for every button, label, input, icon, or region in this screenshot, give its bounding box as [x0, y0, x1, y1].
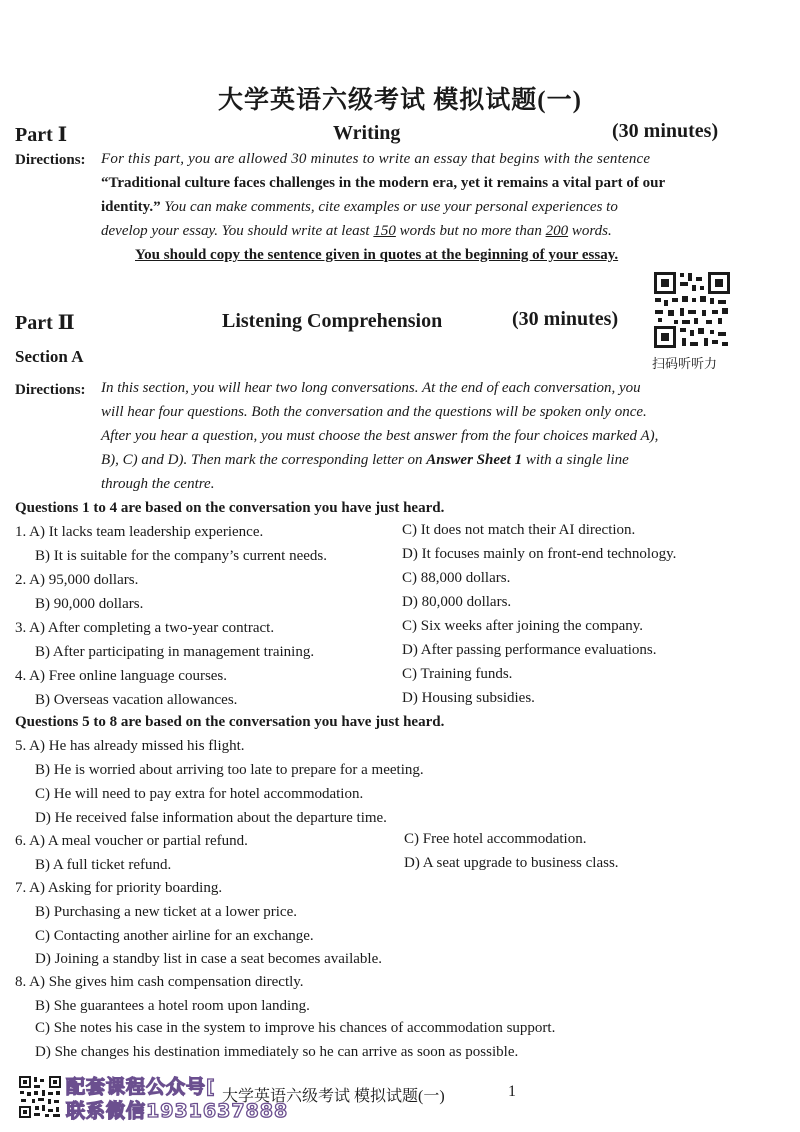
q4-option-c: C) Training funds.	[402, 666, 513, 682]
part2-dir-line-4-b: with a single line	[522, 452, 629, 468]
word-limit-mid: words but no more than	[395, 223, 546, 239]
q1-option-d: D) It focuses mainly on front-end technology.	[402, 546, 677, 562]
q1-option-c: C) It does not match their AI direction.	[402, 522, 636, 538]
q8-option-b: B) She guarantees a hotel room upon landing.	[35, 998, 310, 1014]
q6-option-a: 6. A) A meal voucher or partial refund.	[15, 833, 248, 849]
q5-option-c: C) He will need to pay extra for hotel accommodation.	[35, 786, 364, 802]
q6-option-c: C) Free hotel accommodation.	[404, 831, 587, 847]
q8-option-a: 8. A) She gives him cash compensation directly.	[15, 974, 304, 990]
part2-name: Listening Comprehension	[222, 310, 443, 332]
part2-dir-line-2: will hear four questions. Both the conversation and the questions will be spoken only once.	[101, 404, 647, 420]
q8-option-d: D) She changes his destination immediately so he can arrive as soon as possible.	[35, 1044, 519, 1060]
q4-option-a: 4. A) Free online language courses.	[15, 668, 228, 684]
page-number: 1	[508, 1083, 516, 1100]
part1-label: Part Ⅰ	[15, 124, 68, 146]
min-words: 150	[373, 223, 396, 239]
q2-option-a: 2. A) 95,000 dollars.	[15, 572, 139, 588]
part2-time: (30 minutes)	[512, 308, 619, 330]
question-group-2: Questions 5 to 8 are based on the conversation you have just heard.	[15, 714, 445, 730]
footer-banner-line1: 配套课程公众号[	[66, 1076, 216, 1098]
q7-option-c: C) Contacting another airline for an exchange.	[35, 928, 314, 944]
q4-option-d: D) Housing subsidies.	[402, 690, 535, 706]
part1-dir-line-1: For this part, you are allowed 30 minutes to write an essay that begins with the sentence	[101, 151, 651, 167]
q5-option-d: D) He received false information about the departure time.	[35, 810, 387, 826]
q8-option-c: C) She notes his case in the system to improve his chances of accommodation support.	[35, 1020, 556, 1036]
q7-option-a: 7. A) Asking for priority boarding.	[15, 880, 223, 896]
max-words: 200	[545, 223, 569, 239]
part1-name: Writing	[333, 122, 401, 144]
q6-option-b: B) A full ticket refund.	[35, 857, 172, 873]
part1-dir-line-4	[101, 223, 612, 240]
q3-option-d: D) After passing performance evaluations.	[402, 642, 657, 658]
question-group-1: Questions 1 to 4 are based on the conversation you have just heard.	[15, 500, 445, 516]
part1-dir-line-3	[101, 199, 618, 216]
q3-option-c: C) Six weeks after joining the company.	[402, 618, 644, 634]
copy-instruction: You should copy the sentence given in quotes at the beginning of your essay.	[135, 247, 619, 263]
q5-option-b: B) He is worried about arriving too late to prepare for a meeting.	[35, 762, 424, 778]
q7-option-d: D) Joining a standby list in case a seat becomes available.	[35, 951, 382, 967]
word-limit-text: develop your essay. You should write at least	[101, 223, 374, 239]
part1-dir-line-2: “Traditional culture faces challenges in the modern era, yet it remains a vital part of our	[101, 175, 666, 191]
scan-label: 扫码听听力	[652, 357, 718, 372]
q7-option-b: B) Purchasing a new ticket at a lower price.	[35, 904, 297, 920]
section-a-heading: Section A	[15, 347, 84, 366]
q1-option-b: B) It is suitable for the company’s current needs.	[35, 548, 328, 564]
part2-dir-line-4-a: B), C) and D). Then mark the corresponding letter on	[101, 452, 427, 468]
part2-directions-label: Directions:	[15, 382, 86, 398]
q2-option-c: C) 88,000 dollars.	[402, 570, 511, 586]
footer-title: 大学英语六级考试 模拟试题(一)	[222, 1088, 445, 1105]
part2-dir-line-1: In this section, you will hear two long conversations. At the end of each conversation, you	[101, 380, 641, 396]
qr-code-icon[interactable]	[652, 270, 732, 350]
part2-label: Part Ⅱ	[15, 312, 75, 334]
q3-option-a: 3. A) After completing a two-year contract.	[15, 620, 275, 636]
footer-banner-line2: 联系微信1931637888	[66, 1100, 289, 1122]
q1-option-a: 1. A) It lacks team leadership experience.	[15, 524, 264, 540]
q2-option-d: D) 80,000 dollars.	[402, 594, 512, 610]
word-limit-end: words.	[568, 223, 612, 239]
q2-option-b: B) 90,000 dollars.	[35, 596, 144, 612]
part2-dir-line-4	[101, 452, 629, 469]
answer-sheet-ref: Answer Sheet 1	[426, 452, 523, 468]
part2-dir-line-5: through the centre.	[101, 476, 215, 492]
part1-directions-label: Directions:	[15, 152, 86, 168]
q4-option-b: B) Overseas vacation allowances.	[35, 692, 238, 708]
page-title: 大学英语六级考试 模拟试题(一)	[218, 87, 582, 114]
part1-dir-line-3-rest: You can make comments, cite examples or use your personal experiences to	[160, 199, 618, 215]
q5-option-a: 5. A) He has already missed his flight.	[15, 738, 245, 754]
footer-qr-code-icon[interactable]	[18, 1075, 62, 1119]
part1-time: (30 minutes)	[612, 120, 719, 142]
q6-option-d: D) A seat upgrade to business class.	[404, 855, 619, 871]
part2-dir-line-3: After you hear a question, you must choose the best answer from the four choices marked A),	[101, 428, 659, 444]
quote-end: identity.”	[101, 199, 161, 215]
q3-option-b: B) After participating in management training.	[35, 644, 315, 660]
